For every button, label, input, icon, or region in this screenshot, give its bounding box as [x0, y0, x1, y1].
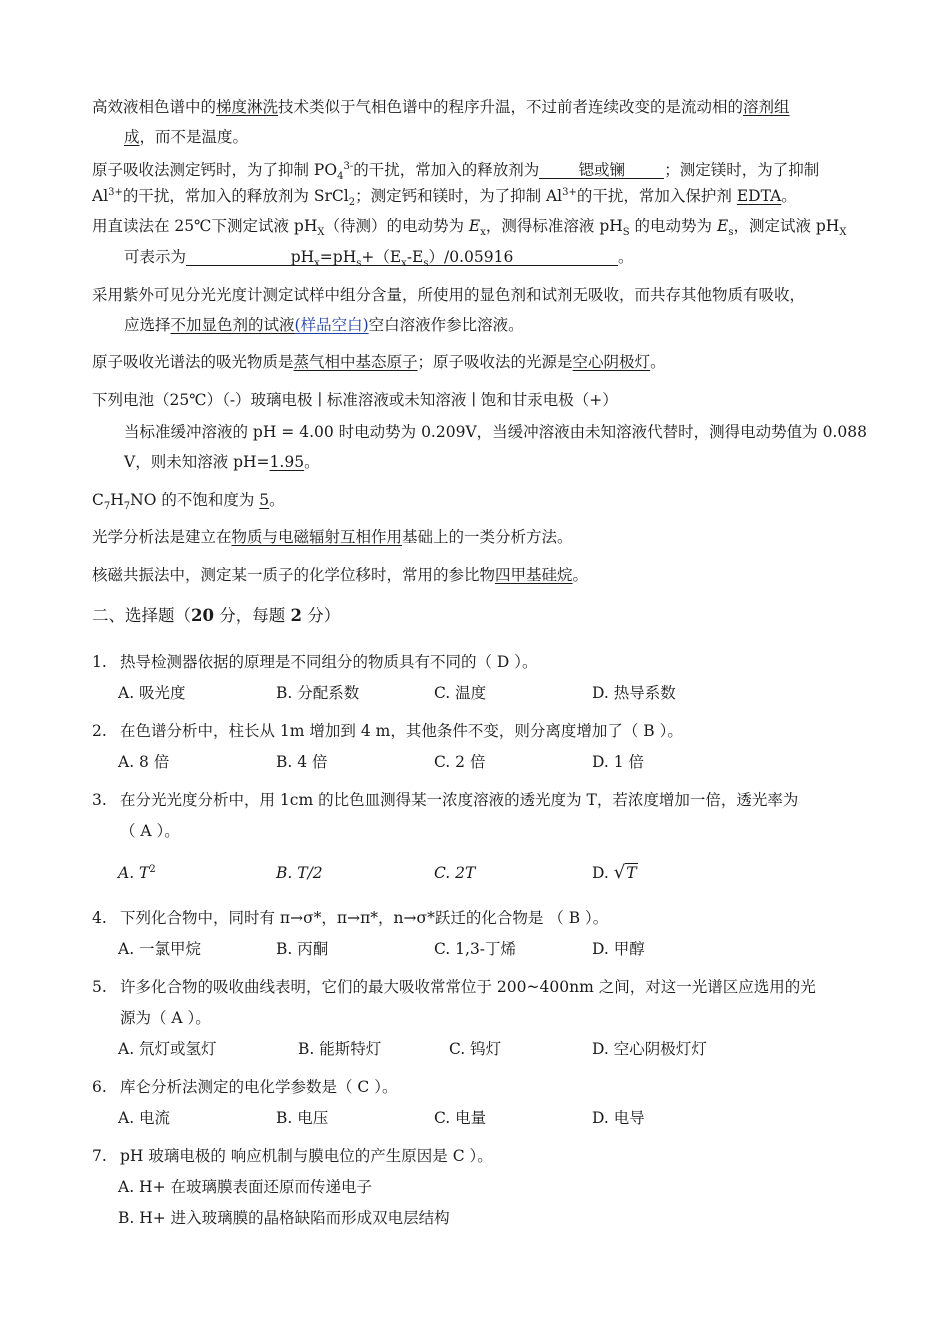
fill-in-line-1: 高效液相色谱中的梯度淋洗技术类似于气相色谱中的程序升温，不过前者连续改变的是流动相的溶剂组	[92, 98, 790, 116]
fill-in-line-4: 用直读法在 25℃下测定试液 $pH_X$（待测）的电动势为 $E_x$，测得标准溶液 $pH_S$ 的电动势为 $E_s$，测定试液 $pH_X$	[92, 217, 847, 239]
question-7: 7. pH 玻璃电极的 响应机制与膜电位的产生原因是 C ）。	[92, 1147, 493, 1165]
answer-unsaturation: 5	[259, 491, 270, 509]
q2-option-d: D. 1 倍	[592, 753, 645, 771]
answer-ph-formula: $pH_x=pH_s+(E_x-E_s)/0.05916$	[186, 247, 618, 266]
question-2: 2. 在色谱分析中，柱长从 1m 增加到 4 m，其他条件不变，则分离度增加了（ B ）。	[92, 722, 683, 740]
fill-in-line-3: $Al^{3+}$的干扰，常加入的释放剂为 SrCl$_2$；测定钙和镁时，为了抑制 $Al^{3+}$的干扰，常加入保护剂 EDTA。	[92, 186, 797, 209]
sqrt-symbol: √T	[613, 862, 637, 883]
q6-option-d: D. 电导	[592, 1109, 645, 1127]
answer-reference-solution: 不加显色剂的试液	[170, 316, 295, 334]
fill-in-line-1-cont: 成，而不是温度。	[124, 128, 249, 146]
q7-option-b: B. H+ 进入玻璃膜的晶格缺陷而形成双电层结构	[118, 1209, 450, 1227]
fill-in-line-9: 下列电池（25℃）（-）玻璃电极 ∣ 标准溶液或未知溶液 ∣ 饱和甘汞电极（+）	[92, 391, 618, 409]
fill-in-line-7: 应选择不加显色剂的试液(样品空白)空白溶液作参比溶液。	[124, 316, 524, 334]
q3-option-a: A. $T^2$	[118, 863, 156, 882]
question-3-cont: （ A ）。	[120, 822, 180, 840]
question-5-cont: 源为（ A ）。	[120, 1009, 211, 1027]
answer-tms: 四甲基硅烷	[495, 566, 573, 584]
fill-in-line-12: $C_7H_7NO$ 的不饱和度为 5。	[92, 491, 285, 513]
q5-option-d: D. 空心阴极灯灯	[592, 1040, 707, 1058]
answer-ground-state-atoms: 蒸气相中基态原子	[293, 353, 418, 371]
fill-in-line-11: V，则未知溶液 pH=1.95。	[124, 453, 320, 471]
fill-in-line-14: 核磁共振法中，测定某一质子的化学位移时，常用的参比物四甲基硅烷。	[92, 566, 589, 584]
q7-option-a: A. H+ 在玻璃膜表面还原而传递电子	[118, 1178, 372, 1196]
q3-option-d: D. √T	[592, 862, 637, 883]
question-1: 1. 热导检测器依据的原理是不同组分的物质具有不同的（ D ）。	[92, 653, 538, 671]
fill-in-line-5: 可表示为 $pH_x=pH_s+(E_x-E_s)/0.05916$ 。	[124, 248, 634, 270]
fill-in-line-6: 采用紫外可见分光光度计测定试样中组分含量，所使用的显色剂和试剂无吸收，而共存其他物质有吸收，	[92, 286, 806, 304]
question-4: 4. 下列化合物中，同时有 π→σ*，π→π*，n→σ*跃迁的化合物是 （ B ）。	[92, 909, 609, 927]
answer-solvent-composition: 溶剂组	[743, 98, 790, 116]
q1-option-a: A. 吸光度	[118, 684, 186, 702]
q1-option-b: B. 分配系数	[276, 684, 360, 702]
question-6: 6. 库仑分析法测定的电化学参数是（ C ）。	[92, 1078, 398, 1096]
q3-option-b: B. T/2	[276, 864, 323, 882]
fill-in-line-10: 当标准缓冲溶液的 pH = 4.00 时电动势为 0.209V，当缓冲溶液由未知溶液代替时，测得电动势值为 0.088	[124, 423, 867, 441]
q5-option-b: B. 能斯特灯	[298, 1040, 382, 1058]
q6-option-a: A. 电流	[118, 1109, 171, 1127]
q4-option-b: B. 丙酮	[276, 940, 329, 958]
q3-option-c: C. 2T	[434, 864, 476, 882]
fill-in-line-13: 光学分析法是建立在物质与电磁辐射互相作用基础上的一类分析方法。	[92, 528, 573, 546]
answer-optical-basis: 物质与电磁辐射互相作用	[231, 528, 403, 546]
q6-option-b: B. 电压	[276, 1109, 329, 1127]
q5-option-c: C. 钨灯	[449, 1040, 502, 1058]
q5-option-a: A. 氘灯或氢灯	[118, 1040, 217, 1058]
section-heading: 二、选择题（20 分，每题 2 分）	[92, 606, 341, 625]
fill-in-line-8: 原子吸收光谱法的吸光物质是蒸气相中基态原子；原子吸收法的光源是空心阴极灯。	[92, 353, 666, 371]
question-5: 5. 许多化合物的吸收曲线表明，它们的最大吸收常常位于 200~400nm 之间，对这一光谱区应选用的光	[92, 978, 816, 996]
q1-option-c: C. 温度	[434, 684, 487, 702]
question-3: 3. 在分光光度分析中，用 1cm 的比色皿测得某一浓度溶液的透光度为 T，若浓度增加一倍，透光率为	[92, 791, 799, 809]
answer-gradient-elution: 梯度淋洗	[216, 98, 279, 116]
q2-option-a: A. 8 倍	[118, 753, 170, 771]
q2-option-c: C. 2 倍	[434, 753, 486, 771]
answer-protecting-agent: EDTA	[736, 187, 782, 205]
q1-option-d: D. 热导系数	[592, 684, 676, 702]
answer-unknown-ph: 1.95	[269, 453, 305, 471]
q4-option-d: D. 甲醇	[592, 940, 645, 958]
q6-option-c: C. 电量	[434, 1109, 487, 1127]
fill-in-line-2: 原子吸收法测定钙时，为了抑制 $PO_4^{3-}$的干扰，常加入的释放剂为 锶或镧 ；测定镁时，为了抑制	[92, 160, 820, 183]
q4-option-c: C. 1,3-丁烯	[434, 940, 517, 958]
q4-option-a: A. 一氯甲烷	[118, 940, 202, 958]
q2-option-b: B. 4 倍	[276, 753, 328, 771]
answer-hollow-cathode-lamp: 空心阴极灯	[572, 353, 651, 371]
answer-releasing-agent: 锶或镧	[539, 160, 664, 179]
answer-sample-blank: (样品空白)	[294, 316, 369, 334]
